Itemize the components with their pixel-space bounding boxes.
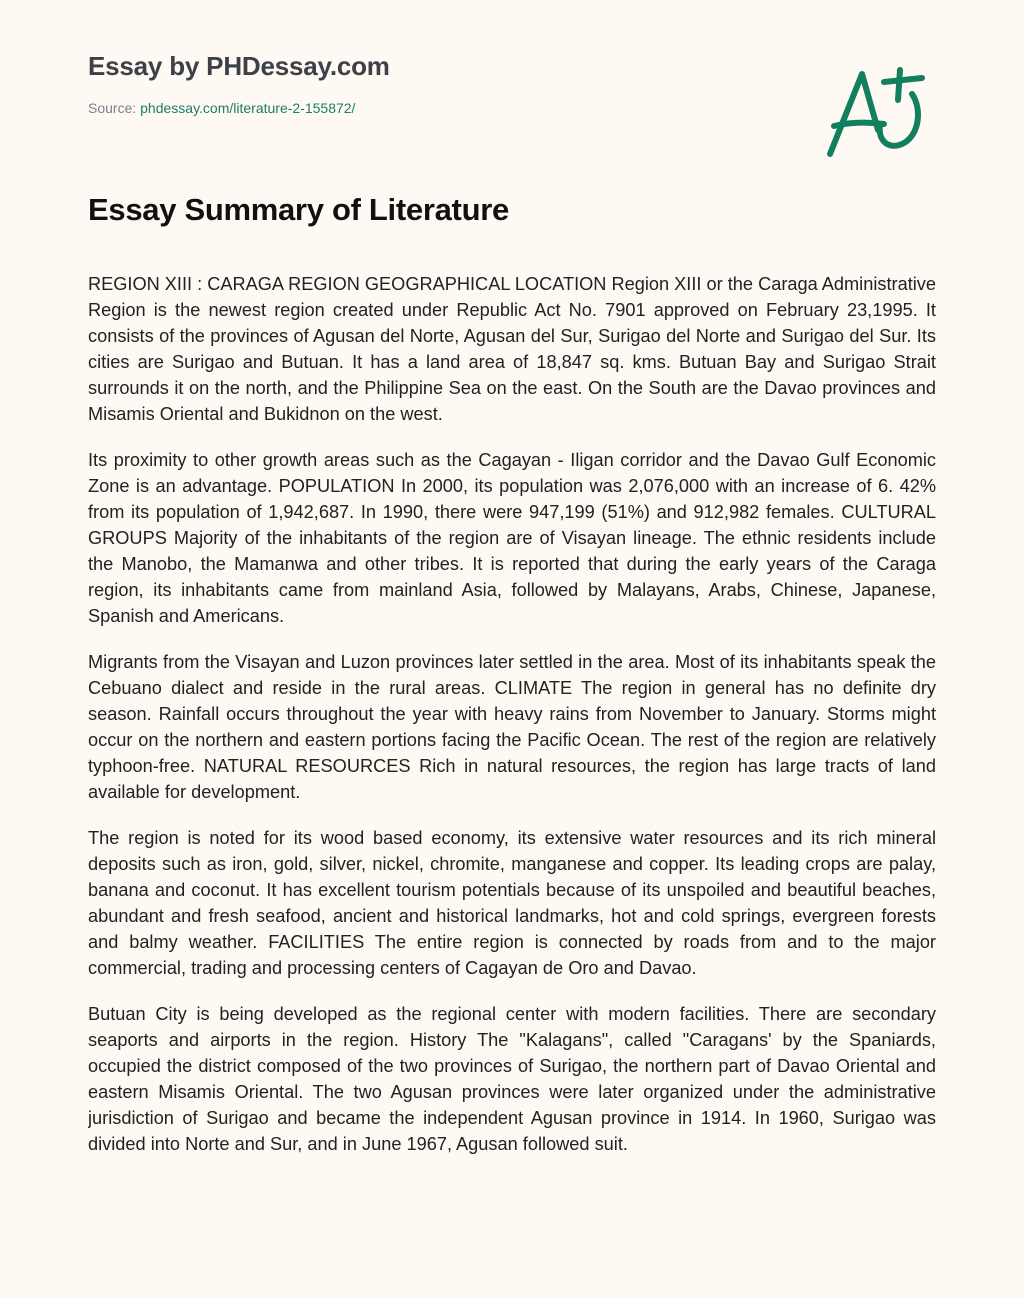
essay-paragraph: REGION XIII : CARAGA REGION GEOGRAPHICAL LOCATION Region XIII or the Caraga Administrative Region is the newest region created under Republic Act No. 7901 approved on February 23,1995. It consists of the provinces of Agusan del Norte, Agusan del Sur, Surigao del Norte and Surigao del Sur. Its cities are Surigao and Butuan. It has a land area of 18,847 sq. kms. Butuan Bay and Surigao Strait surrounds it on the north, and the Philippine Sea on the east. On the South are the Davao provinces and Misamis Oriental and Bukidnon on the west. (88, 274, 936, 424)
source-link[interactable]: phdessay.com/literature-2-155872/ (140, 100, 356, 116)
essay-paragraph: Migrants from the Visayan and Luzon provinces later settled in the area. Most of its inhabitants speak the Cebuano dialect and reside in the rural areas. CLIMATE The region in general has no definite dry season. Rainfall occurs throughout the year with heavy rains from November to January. Storms might occur on the northern and eastern portions facing the Pacific Ocean. The rest of the region are relatively typhoon-free. NATURAL RESOURCES Rich in natural resources, the region has large tracts of land available for development. (88, 652, 936, 802)
essay-title: Essay Summary of Literature (88, 192, 509, 227)
essay-body (88, 271, 936, 1251)
essay-paragraph: Its proximity to other growth areas such as the Cagayan - Iligan corridor and the Davao Gulf Economic Zone is an advantage. POPULATION In 2000, its population was 2,076,000 with an increase of 6. 42% from its population of 1,942,687. In 1990, there were 947,199 (51%) and 912,982 females. CULTURAL GROUPS Majority of the inhabitants of the region are of Visayan lineage. The ethnic residents include the Manobo, the Mamanwa and other tribes. It is reported that during the early years of the Caraga region, its inhabitants came from mainland Asia, followed by Malayans, Arabs, Chinese, Japanese, Spanish and Americans. (88, 450, 936, 626)
site-brand: Essay by PHDessay.com (88, 51, 390, 81)
site-header (88, 48, 788, 118)
essay-paragraph: The region is noted for its wood based economy, its extensive water resources and its rich mineral deposits such as iron, gold, silver, nickel, chromite, manganese and copper. Its leading crops are palay, banana and coconut. It has excellent tourism potentials because of its unspoiled and beautiful beaches, abundant and fresh seafood, ancient and historical landmarks, hot and cold springs, evergreen forests and balmy weather. FACILITIES The entire region is connected by roads from and to the major commercial, trading and processing centers of Cagayan de Oro and Davao. (88, 828, 936, 978)
source-label: Source: (88, 100, 141, 116)
essay-paragraph: Butuan City is being developed as the regional center with modern facilities. There are secondary seaports and airports in the region. History The "Kalagans", called "Caragans' by the Spaniards, occupied the district composed of the two provinces of Surigao, the northern part of Davao Oriental and eastern Misamis Oriental. The two Agusan provinces were later organized under the administrative jurisdiction of Surigao and became the independent Agusan province in 1914. In 1960, Surigao was divided into Norte and Sur, and in June 1967, Agusan followed suit. (88, 1004, 936, 1154)
source-line (88, 98, 788, 118)
a-plus-grade-icon (822, 64, 932, 160)
